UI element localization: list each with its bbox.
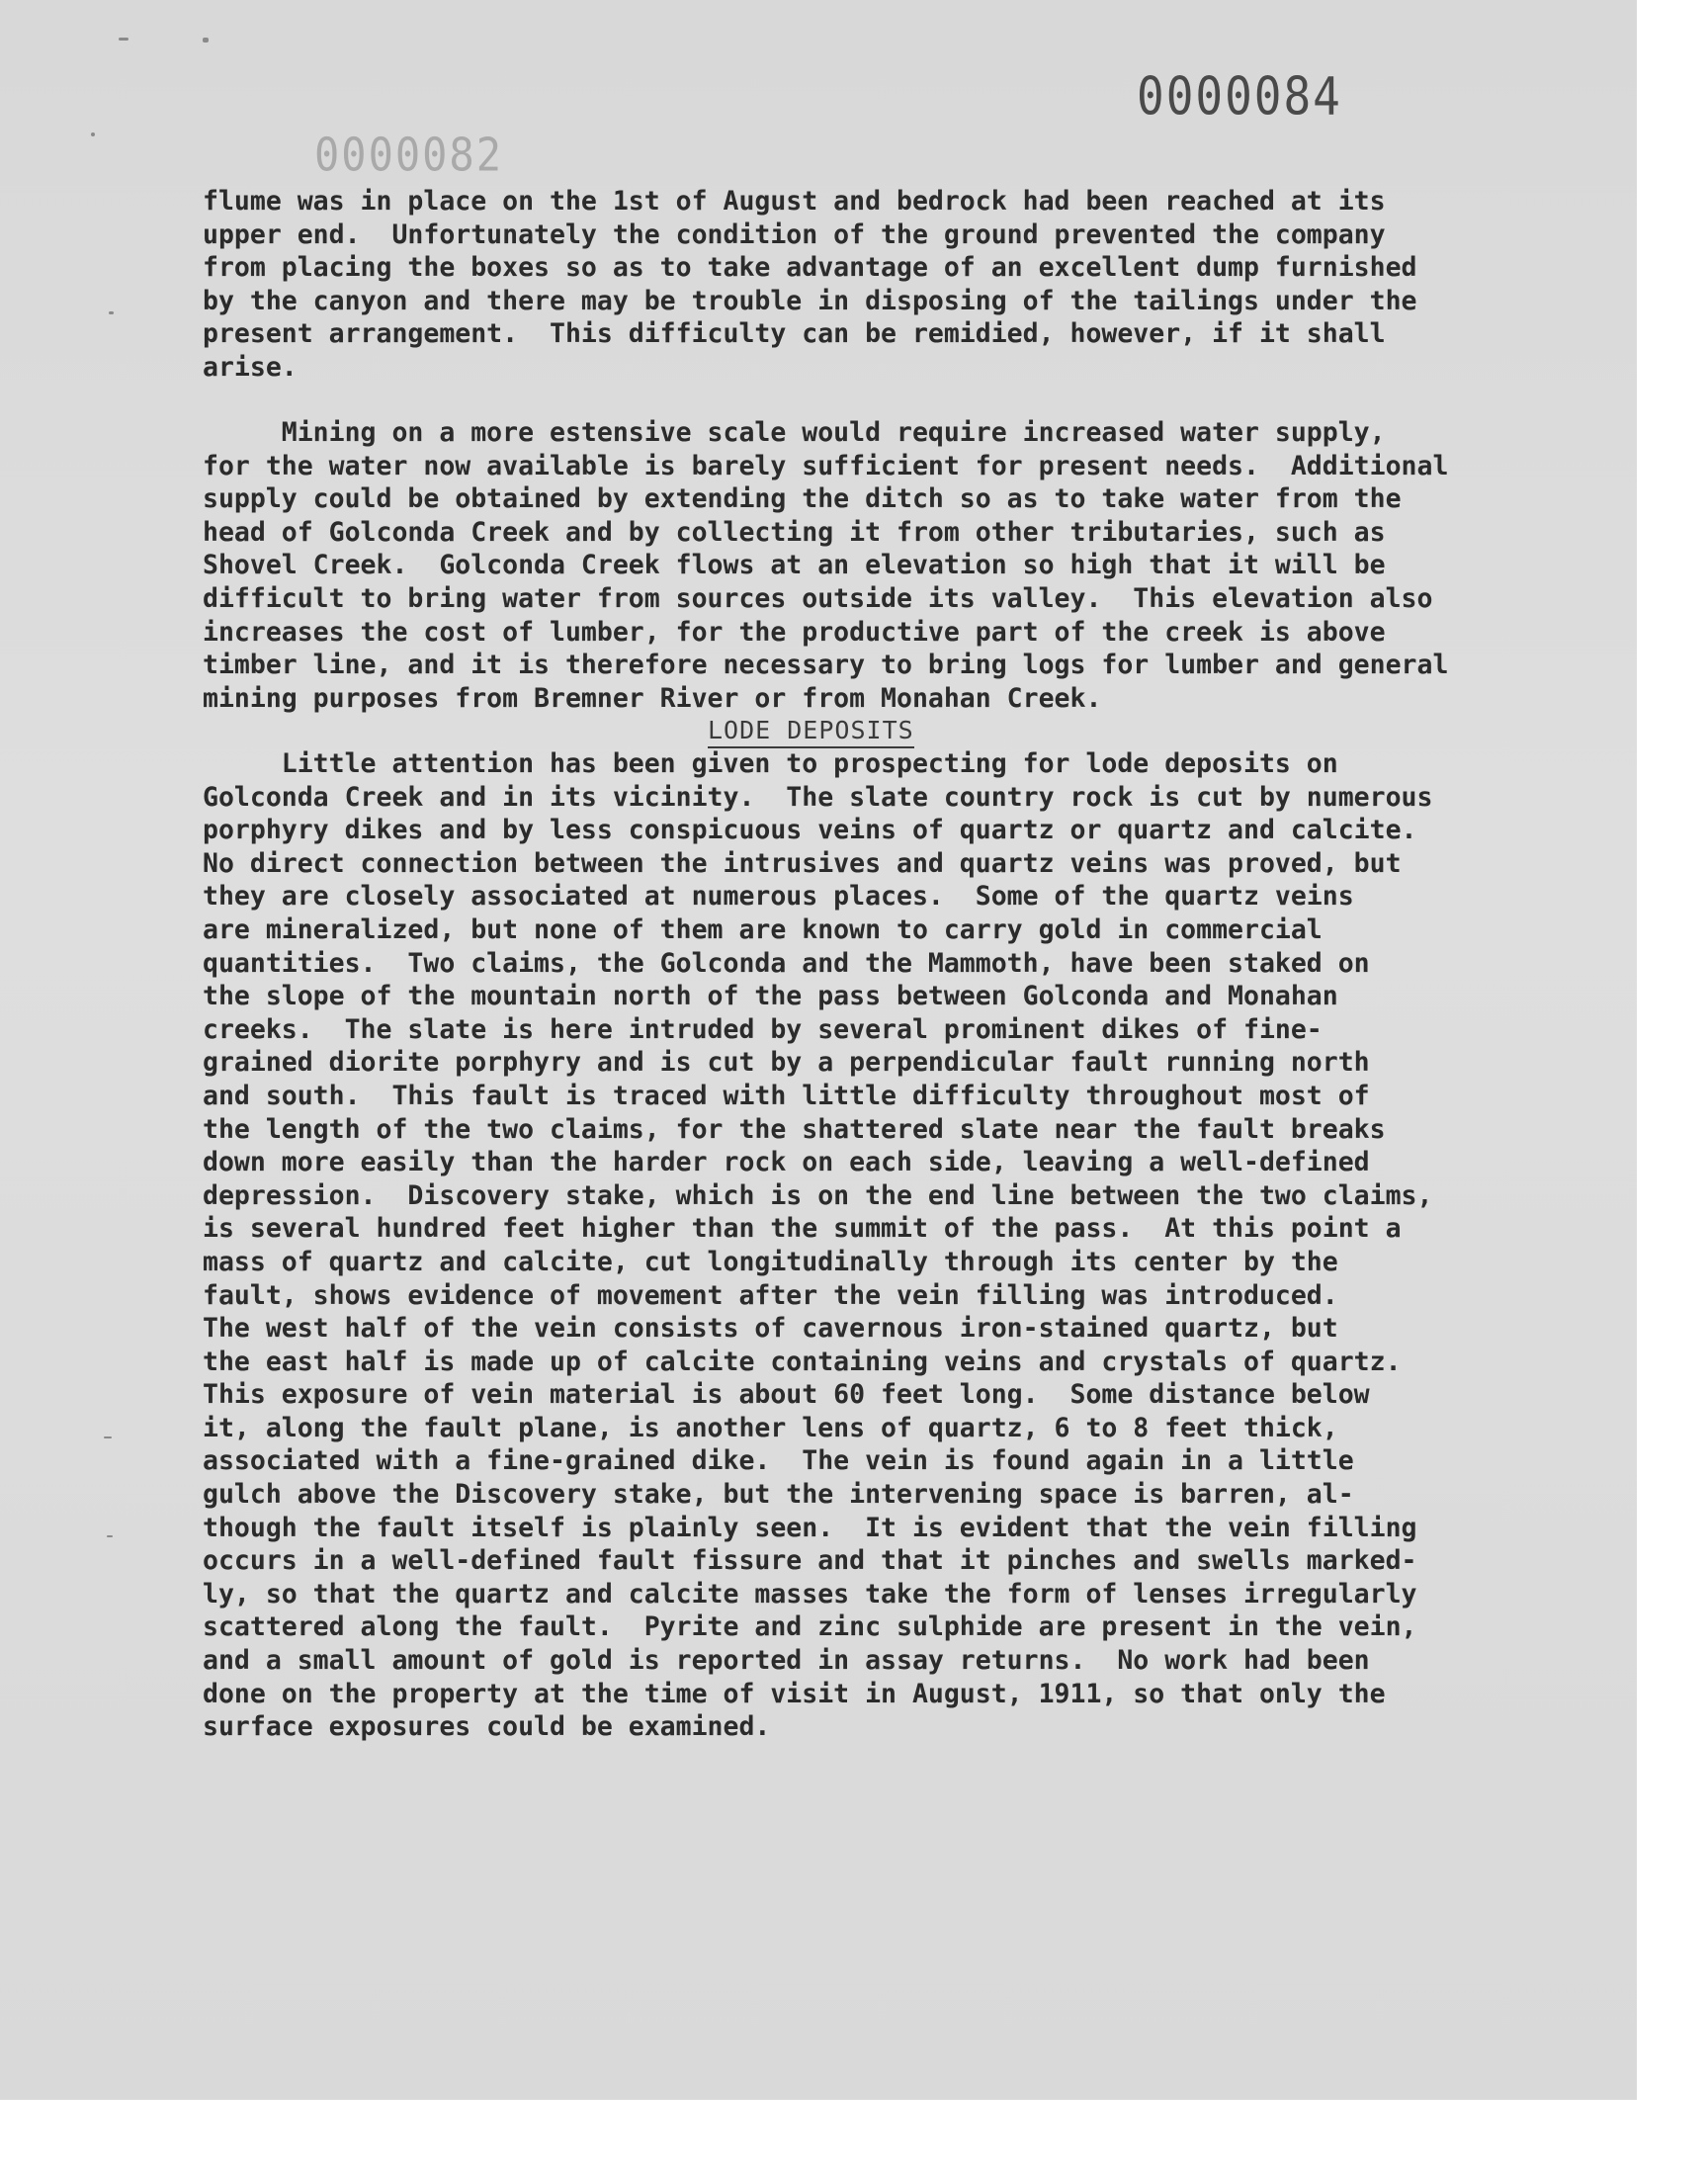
body-paragraph-2: Mining on a more estensive scale would require increased water supply, for the water now available is barely sufficient for present needs. Additional supply could be obtained by extending the ditch so as to take water from the head of Golconda Creek and by collecting it from other tributaries, such as Shovel Creek. Golconda Creek flows at an elevation so high that it will be difficult to bring water from sources outside its valley. This elevation also increases the cost of lumber, for the productive part of the creek is above timber line, and it is therefore necessary to bring logs for lumber and general mining purposes from Bremner River or from Monahan Creek. — [203, 417, 1449, 714]
document-stamp-number: 0000084 — [1137, 64, 1342, 128]
section-heading: LODE DEPOSITS — [708, 716, 914, 748]
scan-speck — [107, 1535, 113, 1537]
scan-speck — [91, 132, 95, 136]
document-stamp-number-faded: 0000082 — [314, 128, 504, 182]
scan-speck — [203, 38, 209, 43]
body-paragraph-1: flume was in place on the 1st of August and bedrock had been reached at its upper end. Unfortunately the condition of the ground prevented the company from placing the boxes so as to take advantage of an excellent dump furnished by the canyon and there may be trouble in disposing of the tailings under the present arrangement. This difficulty can be remidied, however, if it shall arise. — [203, 186, 1417, 383]
scan-speck — [109, 311, 114, 314]
scan-speck — [119, 38, 128, 41]
body-paragraph-3: Little attention has been given to prospecting for lode deposits on Golconda Creek and in its vicinity. The slate country rock is cut by numerous porphyry dikes and by less conspicuous veins of quartz or quartz and calcite. No direct connection between the intrusives and quartz veins was proved, but they are closely associated at numerous places. Some of the quartz veins are mineralized, but none of them are known to carry gold in commercial quantities. Two claims, the Golconda and the Mammoth, have been staked on the slope of the mountain north of the pass between Golconda and Monahan creeks. The slate is here intruded by several prominent dikes of fine- grained diorite porphyry and is cut by a perpendicular fault running north and south. This fault is traced with little difficulty throughout most of the length of the two claims, for the shattered slate near the fault breaks down more easily than the harder rock on each side, leaving a well-defined depression. Discovery stake, which is on the end line between the two claims, is several hundred feet higher than the summit of the pass. At this point a mass of quartz and calcite, cut longitudinally through its center by the fault, shows evidence of movement after the vein filling was introduced. The west half of the vein consists of cavernous iron-stained quartz, but the east half is made up of calcite containing veins and crystals of quartz. This exposure of vein material is about 60 feet long. Some distance below it, along the fault plane, is another lens of quartz, 6 to 8 feet thick, associated with a fine-grained dike. The vein is found again in a little gulch above the Discovery stake, but the intervening space is barren, al- though the fault itself is plainly seen. It is evident that the vein filling occurs in a well-defined fault fissure and that it pinches and swells marked- ly, so that the quartz and calcite masses take the form of lenses irregularly scattered along the fault. Pyrite and zinc sulphide are present in the vein, and a small amount of gold is reported in assay returns. No work had been done on the property at the time of visit in August, 1911, so that only the surface exposures could be examined. — [203, 748, 1433, 1743]
scan-speck — [104, 1436, 112, 1438]
